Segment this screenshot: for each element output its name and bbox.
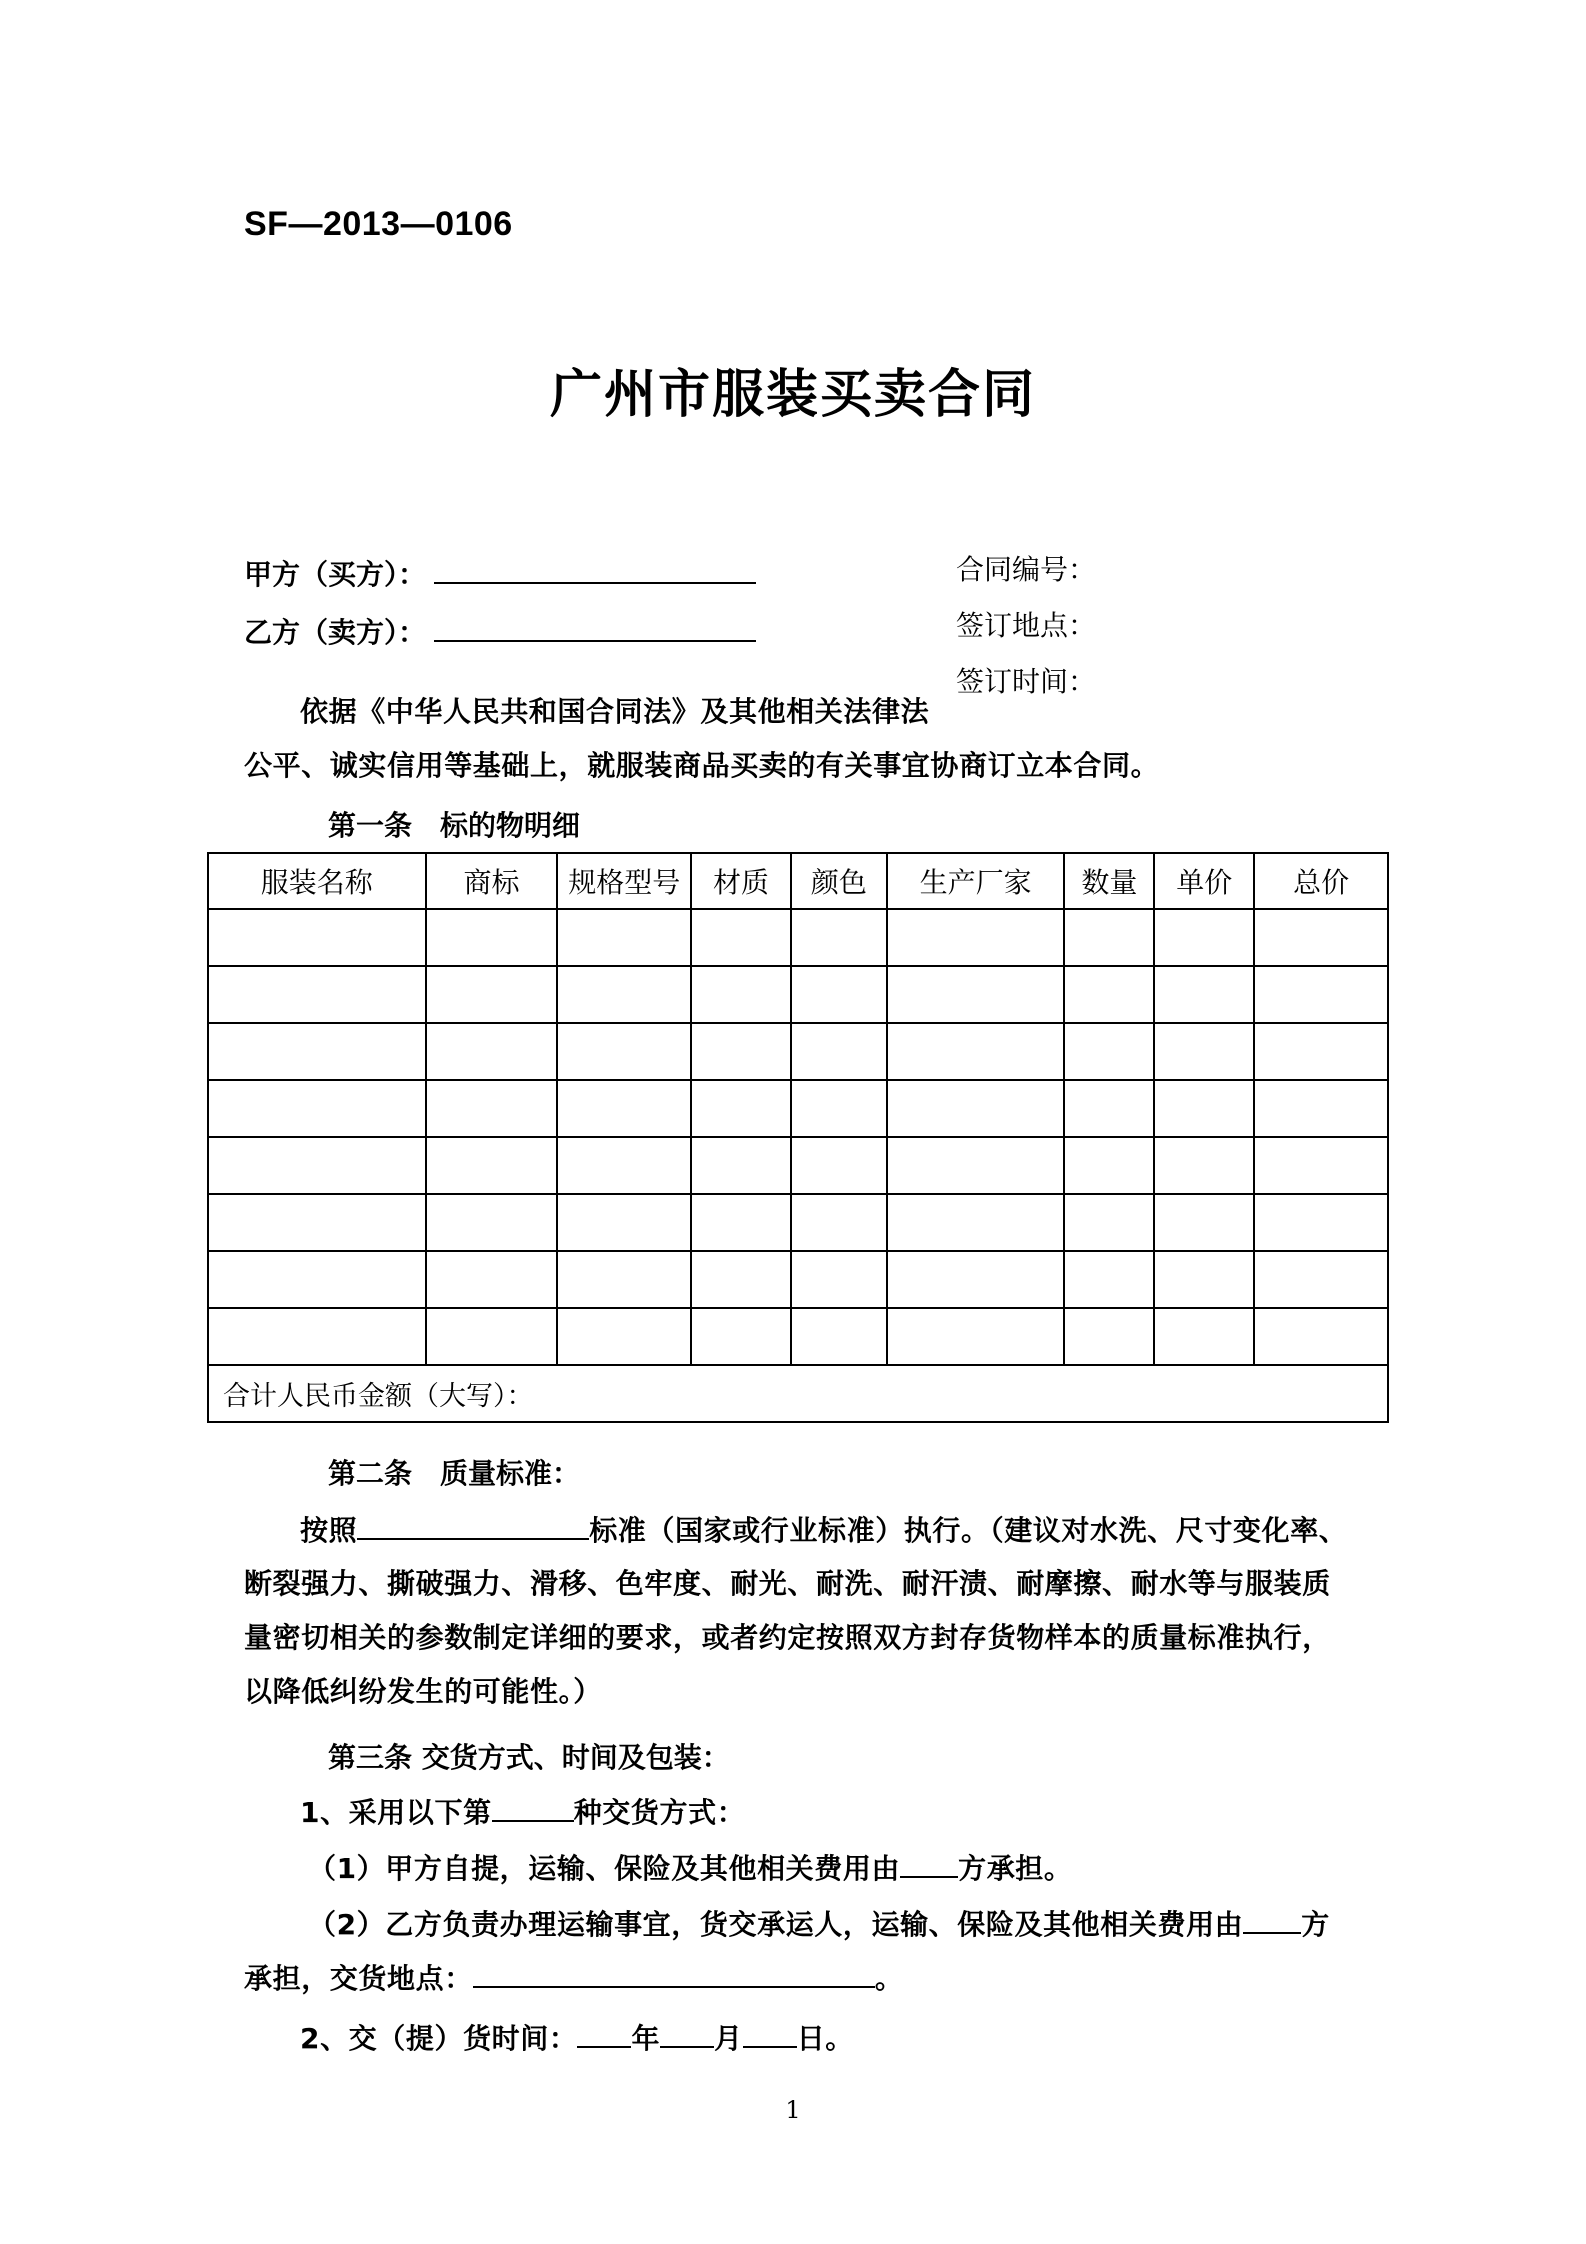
standard-blank[interactable] bbox=[357, 1508, 589, 1540]
table-cell[interactable] bbox=[691, 966, 791, 1023]
table-cell[interactable] bbox=[1154, 1023, 1254, 1080]
table-row bbox=[208, 1308, 1388, 1365]
article-2-suffix: 标准（国家或行业标准）执行。（建议对水洗、尺寸变化率、 bbox=[589, 1514, 1348, 1547]
item-2-prefix: 2、交（提）货时间： bbox=[300, 2022, 578, 2055]
sign-place-label: 签订地点： bbox=[956, 609, 1097, 642]
table-cell[interactable] bbox=[887, 1080, 1065, 1137]
table-cell[interactable] bbox=[426, 966, 558, 1023]
option-1-prefix: （1）甲方自提，运输、保险及其他相关费用由 bbox=[308, 1852, 901, 1885]
table-cell[interactable] bbox=[1064, 1251, 1154, 1308]
table-cell[interactable] bbox=[1064, 909, 1154, 966]
table-cell[interactable] bbox=[791, 1137, 887, 1194]
table-cell[interactable] bbox=[208, 1023, 426, 1080]
table-cell[interactable] bbox=[791, 1080, 887, 1137]
option-2-suffix: 方 bbox=[1301, 1908, 1330, 1941]
table-cell[interactable] bbox=[426, 1080, 558, 1137]
table-row bbox=[208, 1137, 1388, 1194]
table-row bbox=[208, 966, 1388, 1023]
col-header: 生产厂家 bbox=[887, 853, 1065, 909]
option-1-suffix: 方承担。 bbox=[958, 1852, 1073, 1885]
table-cell[interactable] bbox=[1254, 966, 1388, 1023]
table-cell[interactable] bbox=[887, 1251, 1065, 1308]
article-1-heading: 第一条 标的物明细 bbox=[328, 809, 581, 842]
table-cell[interactable] bbox=[887, 1023, 1065, 1080]
month-label: 月 bbox=[714, 2022, 743, 2055]
table-cell[interactable] bbox=[208, 1080, 426, 1137]
total-amount-label: 合计人民币金额（大写）： bbox=[208, 1365, 1388, 1422]
delivery-place-end: 。 bbox=[874, 1962, 904, 1995]
article-2-heading: 第二条 质量标准： bbox=[328, 1457, 581, 1490]
table-cell[interactable] bbox=[1254, 1194, 1388, 1251]
table-cell[interactable] bbox=[1254, 1308, 1388, 1365]
table-cell[interactable] bbox=[208, 1137, 426, 1194]
table-cell[interactable] bbox=[426, 1251, 558, 1308]
table-cell[interactable] bbox=[1254, 1023, 1388, 1080]
table-cell[interactable] bbox=[791, 1194, 887, 1251]
table-cell[interactable] bbox=[557, 1308, 691, 1365]
table-cell[interactable] bbox=[557, 966, 691, 1023]
seller-line bbox=[244, 610, 756, 651]
item-1-prefix: 1、采用以下第 bbox=[300, 1796, 492, 1829]
table-cell[interactable] bbox=[557, 1080, 691, 1137]
seller-blank[interactable] bbox=[434, 610, 756, 642]
table-cell[interactable] bbox=[691, 909, 791, 966]
buyer-blank[interactable] bbox=[434, 552, 756, 584]
article-3-item-1 bbox=[300, 1790, 745, 1831]
table-cell[interactable] bbox=[208, 1308, 426, 1365]
table-cell[interactable] bbox=[791, 1251, 887, 1308]
day-blank[interactable] bbox=[743, 2016, 797, 2048]
table-cell[interactable] bbox=[426, 909, 558, 966]
table-cell[interactable] bbox=[557, 1137, 691, 1194]
table-cell[interactable] bbox=[1064, 1080, 1154, 1137]
table-cell[interactable] bbox=[887, 966, 1065, 1023]
month-blank[interactable] bbox=[660, 2016, 714, 2048]
table-cell[interactable] bbox=[426, 1023, 558, 1080]
article-3-option-1 bbox=[308, 1846, 1073, 1887]
table-cell[interactable] bbox=[1154, 966, 1254, 1023]
table-row bbox=[208, 1080, 1388, 1137]
article-2-para-4: 以降低纠纷发生的可能性。） bbox=[244, 1675, 602, 1708]
table-cell[interactable] bbox=[208, 1194, 426, 1251]
buyer-line bbox=[244, 552, 756, 593]
table-cell[interactable] bbox=[1064, 1023, 1154, 1080]
table-cell[interactable] bbox=[557, 1194, 691, 1251]
article-2-prefix: 按照 bbox=[300, 1514, 358, 1547]
table-cell[interactable] bbox=[557, 1251, 691, 1308]
table-cell[interactable] bbox=[1154, 909, 1254, 966]
item-1-suffix: 种交货方式： bbox=[573, 1796, 746, 1829]
table-total-row bbox=[208, 1365, 1388, 1422]
table-cell[interactable] bbox=[1064, 1308, 1154, 1365]
col-header: 数量 bbox=[1064, 853, 1154, 909]
goods-table bbox=[207, 852, 1389, 1423]
table-cell[interactable] bbox=[208, 1251, 426, 1308]
table-cell[interactable] bbox=[791, 1023, 887, 1080]
contract-number-label: 合同编号： bbox=[956, 553, 1097, 586]
table-cell[interactable] bbox=[887, 1308, 1065, 1365]
sign-time-label: 签订时间： bbox=[956, 665, 1097, 698]
table-cell[interactable] bbox=[1064, 1194, 1154, 1251]
option-2-party-blank[interactable] bbox=[1243, 1902, 1301, 1934]
intro-line-2: 公平、诚实信用等基础上，就服装商品买卖的有关事宜协商订立本合同。 bbox=[244, 749, 1160, 782]
table-cell[interactable] bbox=[1254, 1080, 1388, 1137]
col-header: 总价 bbox=[1254, 853, 1388, 909]
table-cell[interactable] bbox=[887, 1137, 1065, 1194]
article-2-para-2: 断裂强力、撕破强力、滑移、色牢度、耐光、耐洗、耐汗渍、耐摩擦、耐水等与服装质 bbox=[244, 1567, 1331, 1600]
buyer-label: 甲方（买方）： bbox=[244, 558, 427, 591]
option-2-prefix: （2）乙方负责办理运输事宜，货交承运人，运输、保险及其他相关费用由 bbox=[308, 1908, 1244, 1941]
delivery-place-label: 承担，交货地点： bbox=[244, 1962, 473, 1995]
table-cell[interactable] bbox=[426, 1308, 558, 1365]
table-cell[interactable] bbox=[557, 1023, 691, 1080]
table-cell[interactable] bbox=[691, 1080, 791, 1137]
table-cell[interactable] bbox=[1064, 966, 1154, 1023]
table-cell[interactable] bbox=[1064, 1137, 1154, 1194]
table-cell[interactable] bbox=[887, 1194, 1065, 1251]
table-cell[interactable] bbox=[557, 909, 691, 966]
day-label: 日。 bbox=[796, 2022, 854, 2055]
col-header: 商标 bbox=[426, 853, 558, 909]
col-header: 服装名称 bbox=[208, 853, 426, 909]
article-2-para-3: 量密切相关的参数制定详细的要求，或者约定按照双方封存货物样本的质量标准执行， bbox=[244, 1621, 1331, 1654]
table-cell[interactable] bbox=[887, 909, 1065, 966]
table-cell[interactable] bbox=[1154, 1194, 1254, 1251]
col-header: 颜色 bbox=[791, 853, 887, 909]
col-header: 单价 bbox=[1154, 853, 1254, 909]
table-cell[interactable] bbox=[791, 1308, 887, 1365]
col-header: 材质 bbox=[691, 853, 791, 909]
table-cell[interactable] bbox=[691, 1251, 791, 1308]
year-blank[interactable] bbox=[577, 2016, 631, 2048]
table-row bbox=[208, 1251, 1388, 1308]
table-cell[interactable] bbox=[691, 1137, 791, 1194]
table-cell[interactable] bbox=[1154, 1308, 1254, 1365]
delivery-method-blank[interactable] bbox=[492, 1790, 574, 1822]
article-3-item-2 bbox=[300, 2016, 854, 2057]
table-row bbox=[208, 1194, 1388, 1251]
page-title: 广州市服装买卖合同 bbox=[549, 365, 1036, 425]
document-code: SF—2013—0106 bbox=[244, 205, 513, 243]
table-cell[interactable] bbox=[426, 1194, 558, 1251]
table-cell[interactable] bbox=[1154, 1137, 1254, 1194]
year-label: 年 bbox=[631, 2022, 661, 2055]
page-number: 1 bbox=[785, 2096, 801, 2124]
table-cell[interactable] bbox=[791, 909, 887, 966]
table-cell[interactable] bbox=[691, 1023, 791, 1080]
table-cell[interactable] bbox=[691, 1194, 791, 1251]
article-2-para-1 bbox=[300, 1508, 1347, 1549]
table-cell[interactable] bbox=[1254, 1137, 1388, 1194]
table-cell[interactable] bbox=[426, 1137, 558, 1194]
table-header-row bbox=[208, 853, 1388, 909]
table-row bbox=[208, 1023, 1388, 1080]
table-cell[interactable] bbox=[208, 966, 426, 1023]
option-1-party-blank[interactable] bbox=[900, 1846, 958, 1878]
article-3-option-2-cont bbox=[244, 1956, 903, 1997]
article-3-heading: 第三条 交货方式、时间及包装： bbox=[328, 1741, 730, 1774]
seller-label: 乙方（卖方）： bbox=[244, 616, 427, 649]
table-cell[interactable] bbox=[208, 909, 426, 966]
intro-line-1: 依据《中华人民共和国合同法》及其他相关法律法 bbox=[300, 695, 930, 728]
article-3-option-2 bbox=[308, 1902, 1330, 1943]
delivery-place-blank[interactable] bbox=[473, 1956, 875, 1988]
table-cell[interactable] bbox=[1154, 1080, 1254, 1137]
table-row bbox=[208, 909, 1388, 966]
table-cell[interactable] bbox=[1254, 1251, 1388, 1308]
col-header: 规格型号 bbox=[557, 853, 691, 909]
table-cell[interactable] bbox=[791, 966, 887, 1023]
table-cell[interactable] bbox=[1154, 1251, 1254, 1308]
table-cell[interactable] bbox=[1254, 909, 1388, 966]
table-cell[interactable] bbox=[691, 1308, 791, 1365]
